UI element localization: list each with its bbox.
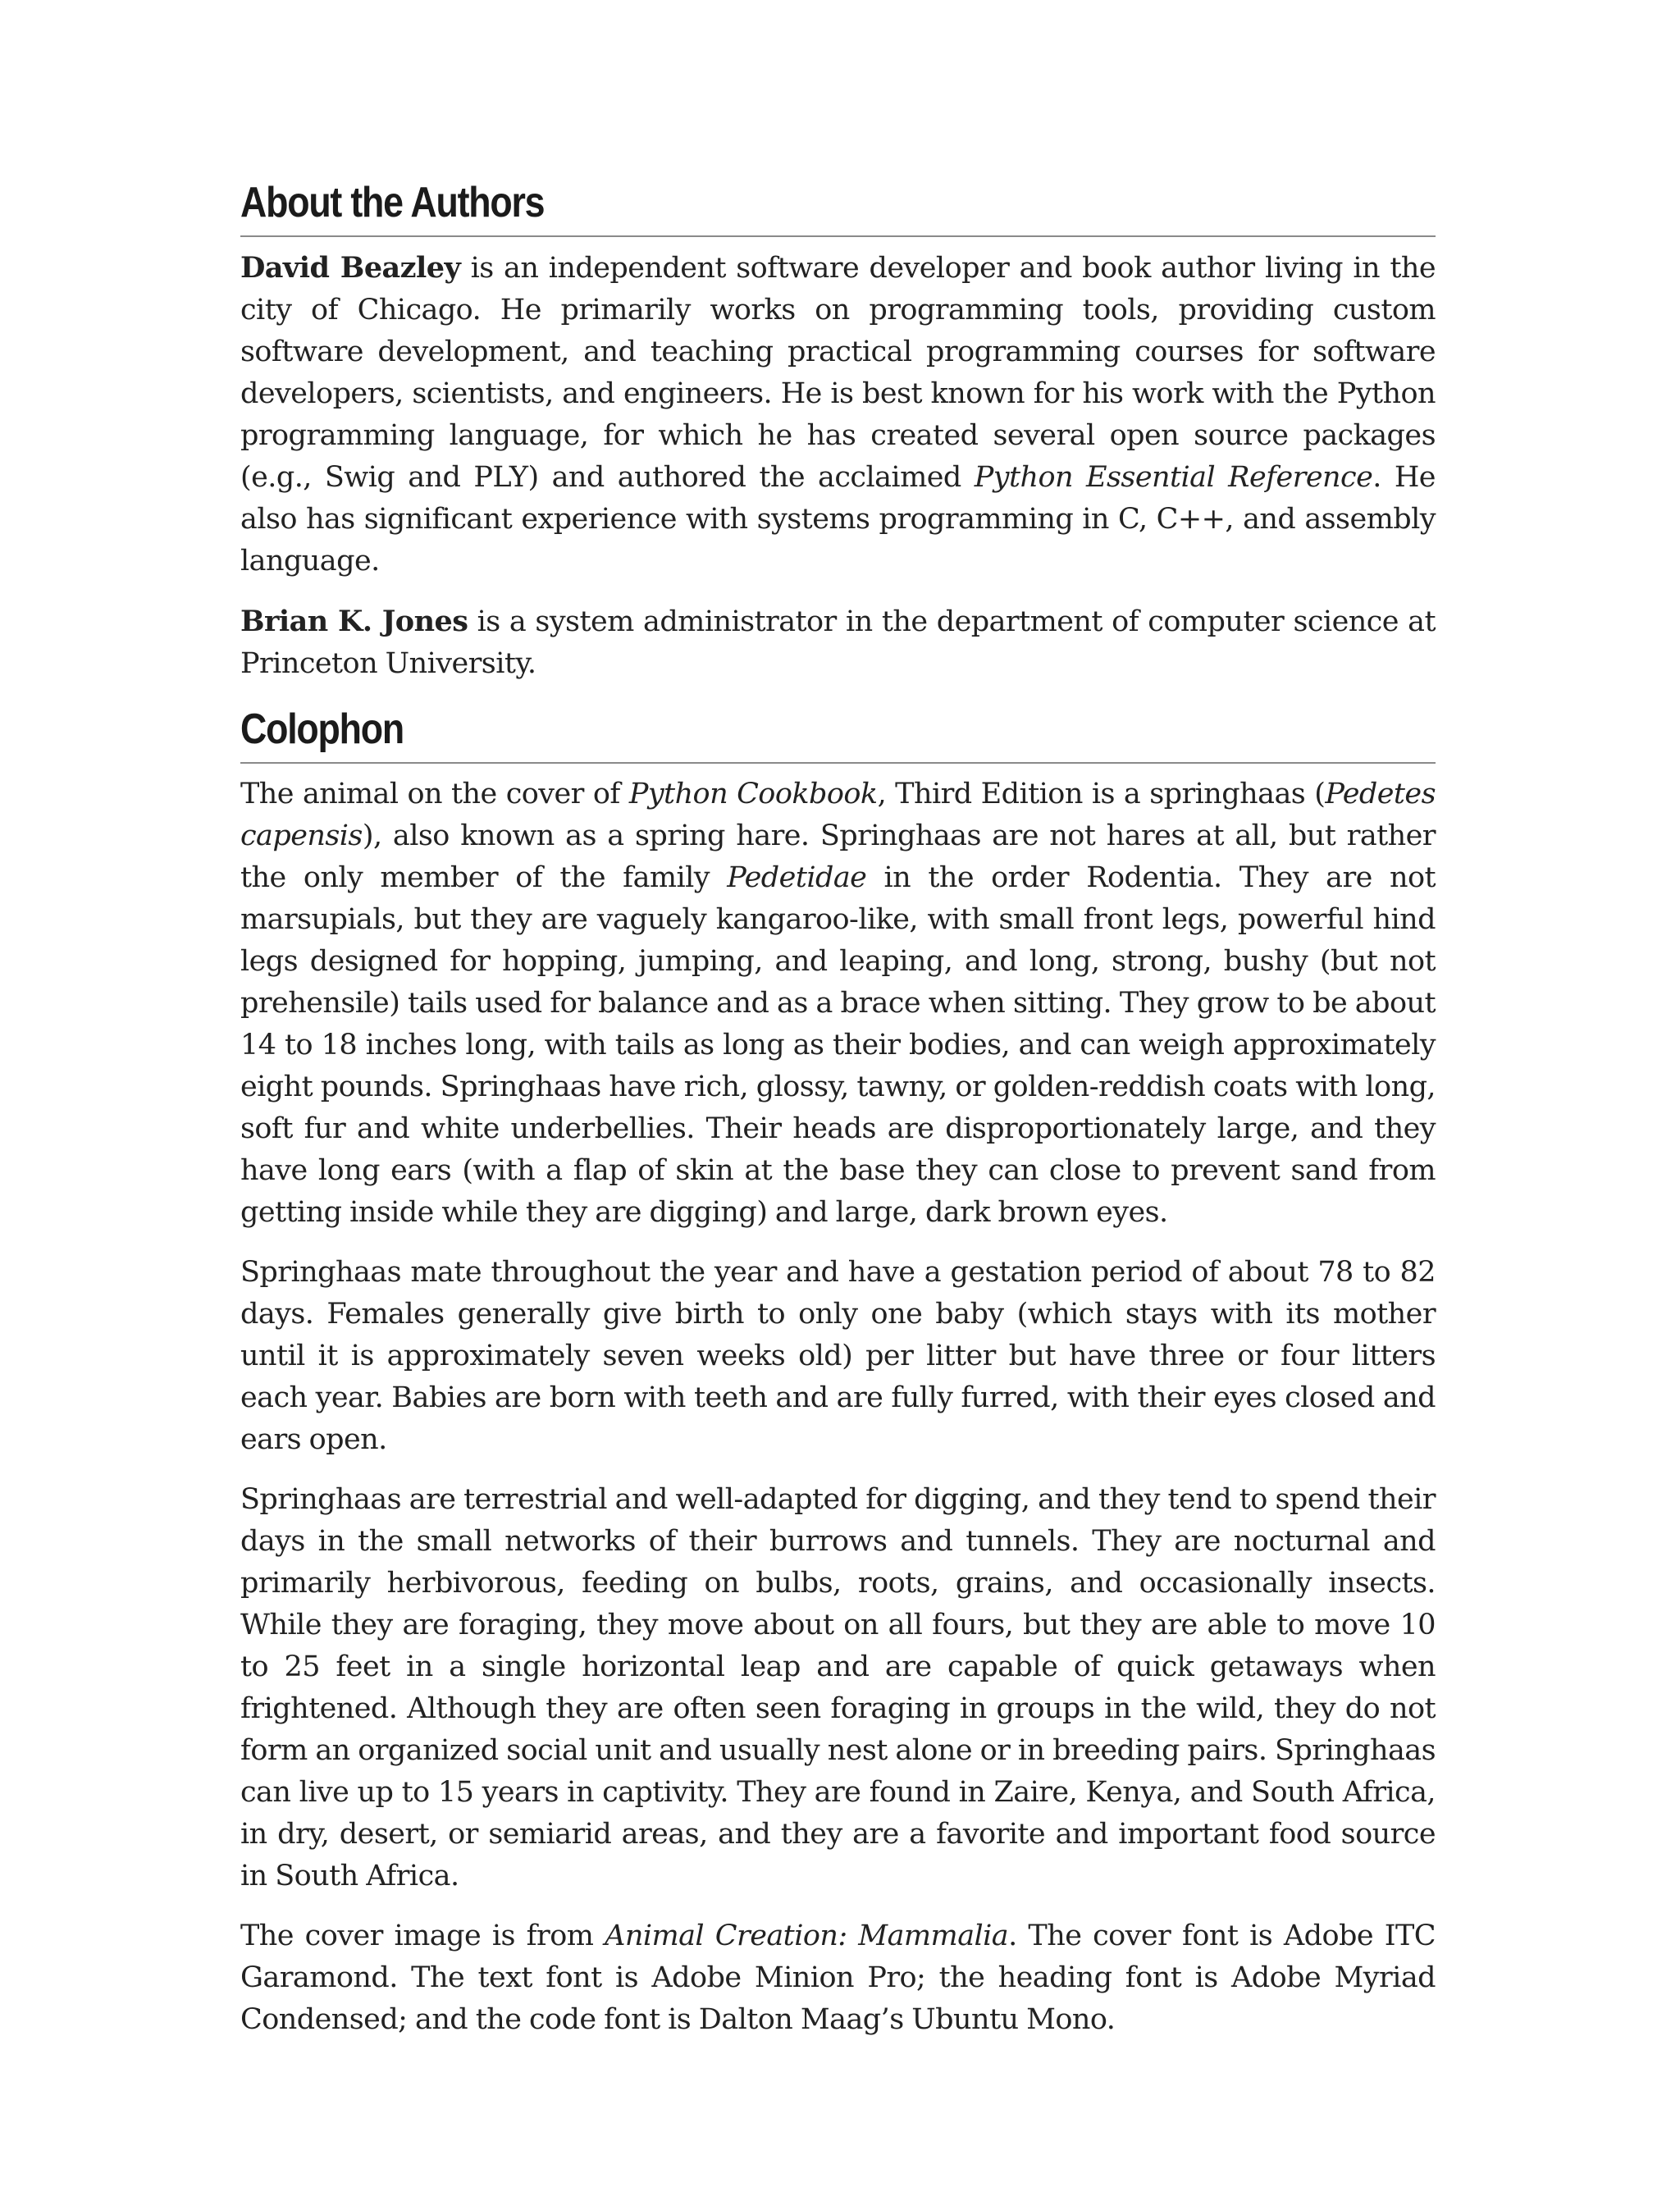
author-name-beazley: David Beazley — [240, 251, 461, 285]
jones-bio-text: is a system administrator in the department of computer science at Princeton University. — [240, 605, 1436, 680]
colophon-heading: Colophon — [240, 705, 404, 753]
colophon-section — [240, 703, 1436, 2041]
colophon-p4-text-2: . The cover font is Adobe ITC Garamond. The text font is Adobe Minion Pro; the heading font is Adobe Myriad Condensed; and the code font is Dalton Maag’s Ubuntu Mono. — [240, 1920, 1436, 2036]
family-name: Pedetidae — [727, 861, 867, 894]
beazley-bio-text-2: . He also has significant experience with systems programming in C, C++, and assembly language. — [240, 461, 1436, 578]
jones-bio-paragraph — [240, 600, 1436, 685]
colophon-paragraph-1 — [240, 774, 1436, 1234]
colophon-p1-text-3: ), also known as a spring hare. Springhaas are not hares at all, but rather the only member of the family — [240, 819, 1436, 894]
heading-rule — [240, 762, 1436, 764]
colophon-paragraph-3: Springhaas are terrestrial and well-adapted for digging, and they tend to spend their days in the small networks of their burrows and tunnels. They are nocturnal and primarily herbivorous, feeding on bulbs, roots, grains, and occasionally insects. While they are foraging, they move about on all fours, but they are able to move 10 to 25 feet in a single horizontal leap and are capable of quick getaways when frightened. Although they are often seen foraging in groups in the wild, they do not form an organized social unit and usually nest alone or in breeding pairs. Springhaas can live up to 15 years in captivity. They are found in Zaire, Kenya, and South Africa, in dry, desert, or semiarid areas, and they are a favorite and important food source in South Africa. — [240, 1483, 1436, 1892]
colophon-p1-text-1: The animal on the cover of — [240, 778, 629, 810]
heading-rule — [240, 235, 1436, 237]
book-page — [240, 176, 1436, 2059]
book-title-python-essential-reference: Python Essential Reference — [974, 461, 1373, 494]
beazley-bio-text-1: is an independent software developer and book author living in the city of Chicago. He primarily works on programming tools, providing custom software development, and teaching practical programming courses for software developers, scientists, and engineers. He is best known for his work with the Python programming language, for which he has created several open source packages (e.g., Swig and PLY) and authored the acclaimed — [240, 252, 1436, 494]
beazley-bio-paragraph — [240, 247, 1436, 582]
colophon-paragraph-4 — [240, 1915, 1436, 2041]
about-the-authors-section — [240, 176, 1436, 685]
colophon-p1-text-2: , Third Edition is a springhaas ( — [877, 778, 1326, 810]
colophon-p4-text-1: The cover image is from — [240, 1920, 605, 1952]
colophon-p1-text-4: in the order Rodentia. They are not marsupials, but they are vaguely kangaroo-like, with small front legs, powerful hind legs designed for hopping, jumping, and leaping, and long, strong, bushy (but not prehensile) tails used for balance and as a brace when sitting. They grow to be about 14 to 18 inches long, with tails as long as their bodies, and can weigh approximately eight pounds. Springhaas have rich, glossy, tawny, or golden-reddish coats with long, soft fur and white underbellies. Their heads are disproportionately large, and they have long ears (with a flap of skin at the base they can close to prevent sand from getting inside while they are digging) and large, dark brown eyes. — [240, 861, 1436, 1229]
book-title-python-cookbook: Python Cookbook — [628, 778, 878, 810]
source-title-animal-creation: Animal Creation: Mammalia — [605, 1920, 1009, 1952]
author-name-jones: Brian K. Jones — [240, 605, 468, 638]
about-authors-heading: About the Authors — [240, 179, 545, 226]
colophon-paragraph-2: Springhaas mate throughout the year and have a gestation period of about 78 to 82 days. Females generally give birth to only one baby (which stays with its mother until it is approximately seven weeks old) per litter but have three or four litters each year. Babies are born with teeth and are fully furred, with their eyes closed and ears open. — [240, 1256, 1436, 1456]
species-name: Pedetes capensis — [240, 778, 1436, 852]
